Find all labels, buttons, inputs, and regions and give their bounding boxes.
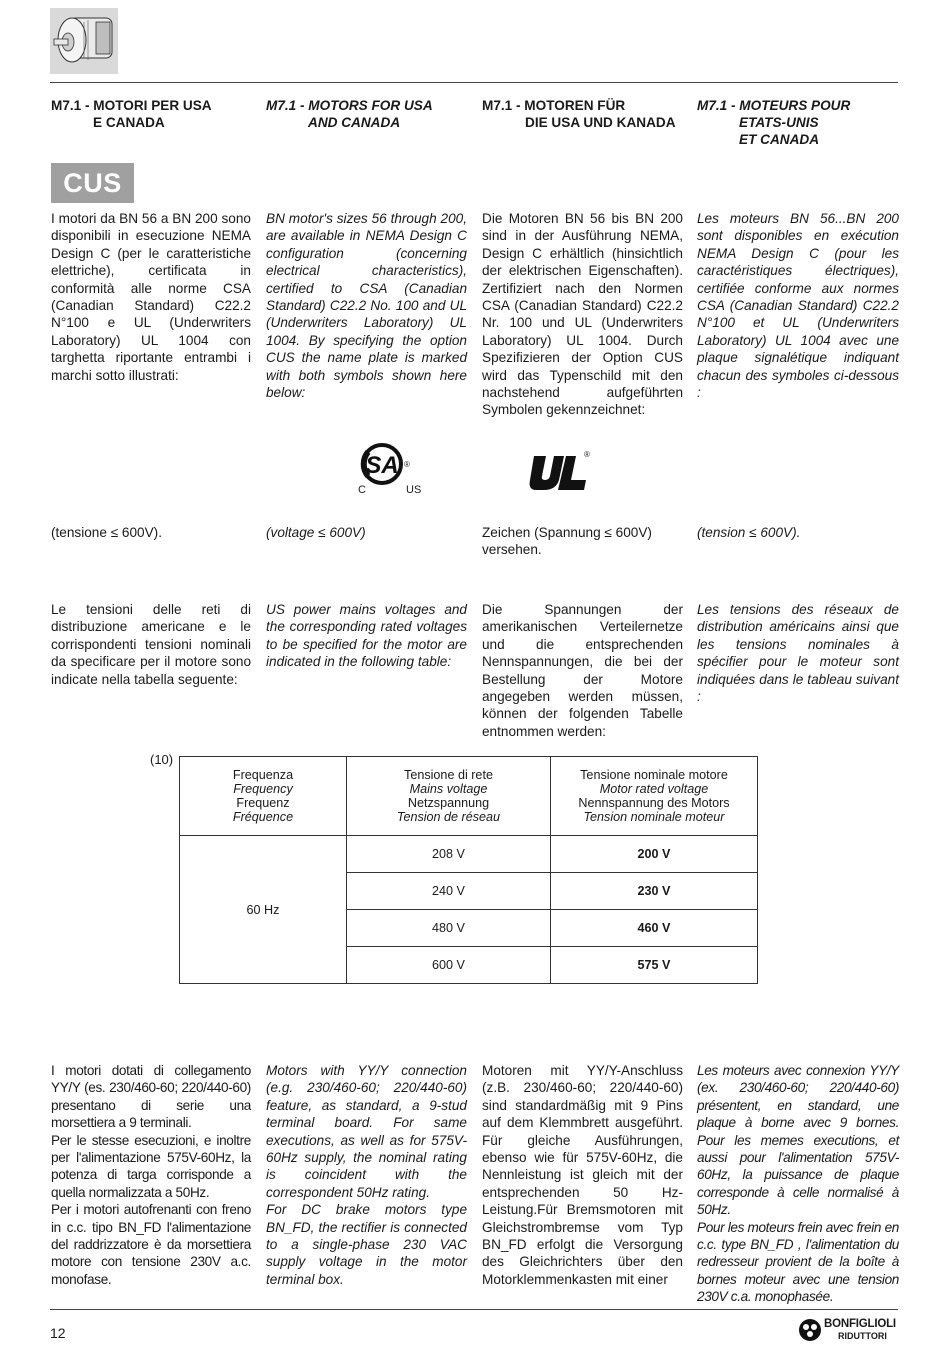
mains-cell: 208 V [347, 836, 551, 873]
csa-us-label: US [406, 484, 422, 496]
title-en: M7.1 - MOTORS FOR USA AND CANADA [266, 98, 433, 130]
brand-name: BONFIGLIOLI [824, 1318, 896, 1330]
title-fr: M7.1 - MOTEURS POUR ETATS-UNIS ET CANADA [697, 98, 851, 147]
motor-icon [50, 8, 118, 74]
intro-fr: Les moteurs BN 56...BN 200 sont disponibles en exécution NEMA Design C (pour les caractéristiques électriques), certifiée conforme aux normes CSA (Canadian Standard) C22.2 N°100 et UL (Underwriters Laboratory) UL 1004 avec une plaque signalétique indiquant chacun des symboles ci-dessous : [697, 211, 899, 401]
rated-cell: 575 V [551, 947, 758, 984]
mains-cell: 480 V [347, 910, 551, 947]
intro-de: Die Motoren BN 56 bis BN 200 sind in der Ausführung NEMA, Design C erhältlich (hinsichtlich der elektrischen Eigenschaften). Zertifiziert nach den Normen CSA (Canadian Standard) C22.2 Nr. 100 und UL (Underwriters Laboratory) UL 1004. Durch Spezifizieren der Option CUS wird das Typenschild mit den nachstehend aufgeführten Symbolen gekennzeichnet: [482, 211, 683, 418]
frequency-cell: 60 Hz [180, 836, 347, 984]
rated-cell: 200 V [551, 836, 758, 873]
rated-cell: 230 V [551, 873, 758, 910]
voltage-table [179, 756, 758, 984]
mains-cell: 600 V [347, 947, 551, 984]
table-row [180, 836, 758, 873]
page-number: 12 [50, 1325, 66, 1341]
svg-text:SA: SA [365, 452, 399, 479]
table-label: (10) [150, 752, 174, 767]
voltage-note-de: Zeichen (Spannung ≤ 600V) versehen. [482, 525, 652, 558]
mains-text-fr: Les tensions des réseaux de distribution américains ainsi que les tensions nominales à spécifier pour le moteur sont indiquées dans le tableau suivant : [697, 602, 899, 705]
cus-badge: CUS [51, 163, 134, 203]
ul-registered: ® [584, 450, 590, 459]
ul-mark-icon [528, 450, 594, 492]
voltage-note-en: (voltage ≤ 600V) [266, 525, 366, 540]
yy-text-en: Motors with YY/Y connection (e.g. 230/460-60; 220/440-60) feature, as standard, a 9-stud terminal board. For same executions, as well as for 575V-60Hz supply, the nominal rating is coincident with the correspondent 50Hz rating. For DC brake motors type BN_FD, the rectifier is connected to a single-phase 230 VAC supply voltage in the motor terminal box. [266, 1063, 467, 1287]
header-mains-voltage: Tensione di rete Mains voltage Netzspannung Tension de réseau [347, 757, 551, 836]
title-it: M7.1 - MOTORI PER USA E CANADA [51, 98, 212, 130]
header-frequency: Frequenza Frequency Frequenz Fréquence [180, 757, 347, 836]
rated-cell: 460 V [551, 910, 758, 947]
header-rule [50, 82, 898, 83]
yy-text-de: Motoren mit YY/Y-Anschluss (z.B. 230/460-60; 220/440-60) sind standardmäßig mit 9 Pins auf dem Klemmbrett ausgeführt. Für gleiche Ausführungen, ebenso wie für 575V-60Hz, die Nennleistung ist gleich mit der entsprechenden 50 Hz-Leistung.Für Bremsmotoren mit Gleichstrombremse vom Typ BN_FD erfolgt die Versorgung des Gleichrichters über den Motorklemmenkasten mit einer [482, 1063, 683, 1287]
voltage-note-it: (tensione ≤ 600V). [51, 525, 162, 540]
yy-text-it: I motori dotati di collegamento YY/Y (es. 230/460-60; 220/440-60) presentano di serie una morsettiera a 9 terminali. Per le stesse esecuzioni, e inoltre per l'alimentazione 575V-60Hz, la potenza di targa corrisponde a quella normalizzata a 50Hz. Per i motori autofrenanti con freno in c.c. tipo BN_FD l'alimentazione del raddrizzatore è da morsettiera motore con tensione 230V a.c. monofase. [51, 1063, 251, 1287]
yy-text-fr: Les moteurs avec connexion YY/Y (ex. 230/460-60; 220/440-60) présentent, en standard, une plaque à borne avec 9 bornes. Pour les memes executions, et aussi pour l'alimentation 575V-60Hz, la puissance de plaque corresponde à celle normalisé à 50Hz. Pour les moteurs frein avec frein en c.c. type BN_FD , l'alimentation du redresseur provient de la boîte à bornes moteur avec une tension 230V c.a. monophasée. [697, 1063, 899, 1305]
mains-text-it: Le tensioni delle reti di distribuzione americane e le corrispondenti tensioni nominali da specificare per il motore sono indicate nella tabella seguente: [51, 602, 251, 687]
bonfiglioli-logo-icon [798, 1318, 822, 1342]
intro-it: I motori da BN 56 a BN 200 sono disponibili in esecuzione NEMA Design C (per le caratteristiche elettriche), certificata in conformità alle norme CSA (Canadian Standard) C22.2 N°100 e UL (Underwriters Laboratory) UL 1004 con targhetta riportante entrambi i marchi sotto illustrati: [51, 211, 251, 383]
title-de: M7.1 - MOTOREN FÜR DIE USA UND KANADA [482, 98, 676, 130]
header-rated-voltage: Tensione nominale motore Motor rated voltage Nennspannung des Motors Tension nominale moteur [551, 757, 758, 836]
csa-c-label: C [358, 484, 366, 496]
mains-text-de: Die Spannungen der amerikanischen Verteilernetze und die entsprechenden Nennspannungen, die bei der Bestellung der Motore angegeben werden müssen, können der folgenden Tabelle entnommen werden: [482, 602, 683, 739]
footer-rule [50, 1309, 898, 1310]
mains-text-en: US power mains voltages and the corresponding rated voltages to be specified for the motor are indicated in the following table: [266, 602, 467, 670]
voltage-note-fr: (tension ≤ 600V). [697, 525, 801, 540]
csa-registered: ® [404, 460, 410, 469]
mains-cell: 240 V [347, 873, 551, 910]
csa-mark-icon [356, 440, 428, 502]
brand-subtitle: RIDUTTORI [838, 1331, 887, 1341]
table-header-row [180, 757, 758, 836]
intro-en: BN motor's sizes 56 through 200, are available in NEMA Design C configuration (concerning electrical characteristics), certified to CSA (Canadian Standard) C22.2 No. 100 and UL (Underwriters Laboratory) UL 1004. By specifying the option CUS the name plate is marked with both symbols shown here below: [266, 211, 467, 401]
